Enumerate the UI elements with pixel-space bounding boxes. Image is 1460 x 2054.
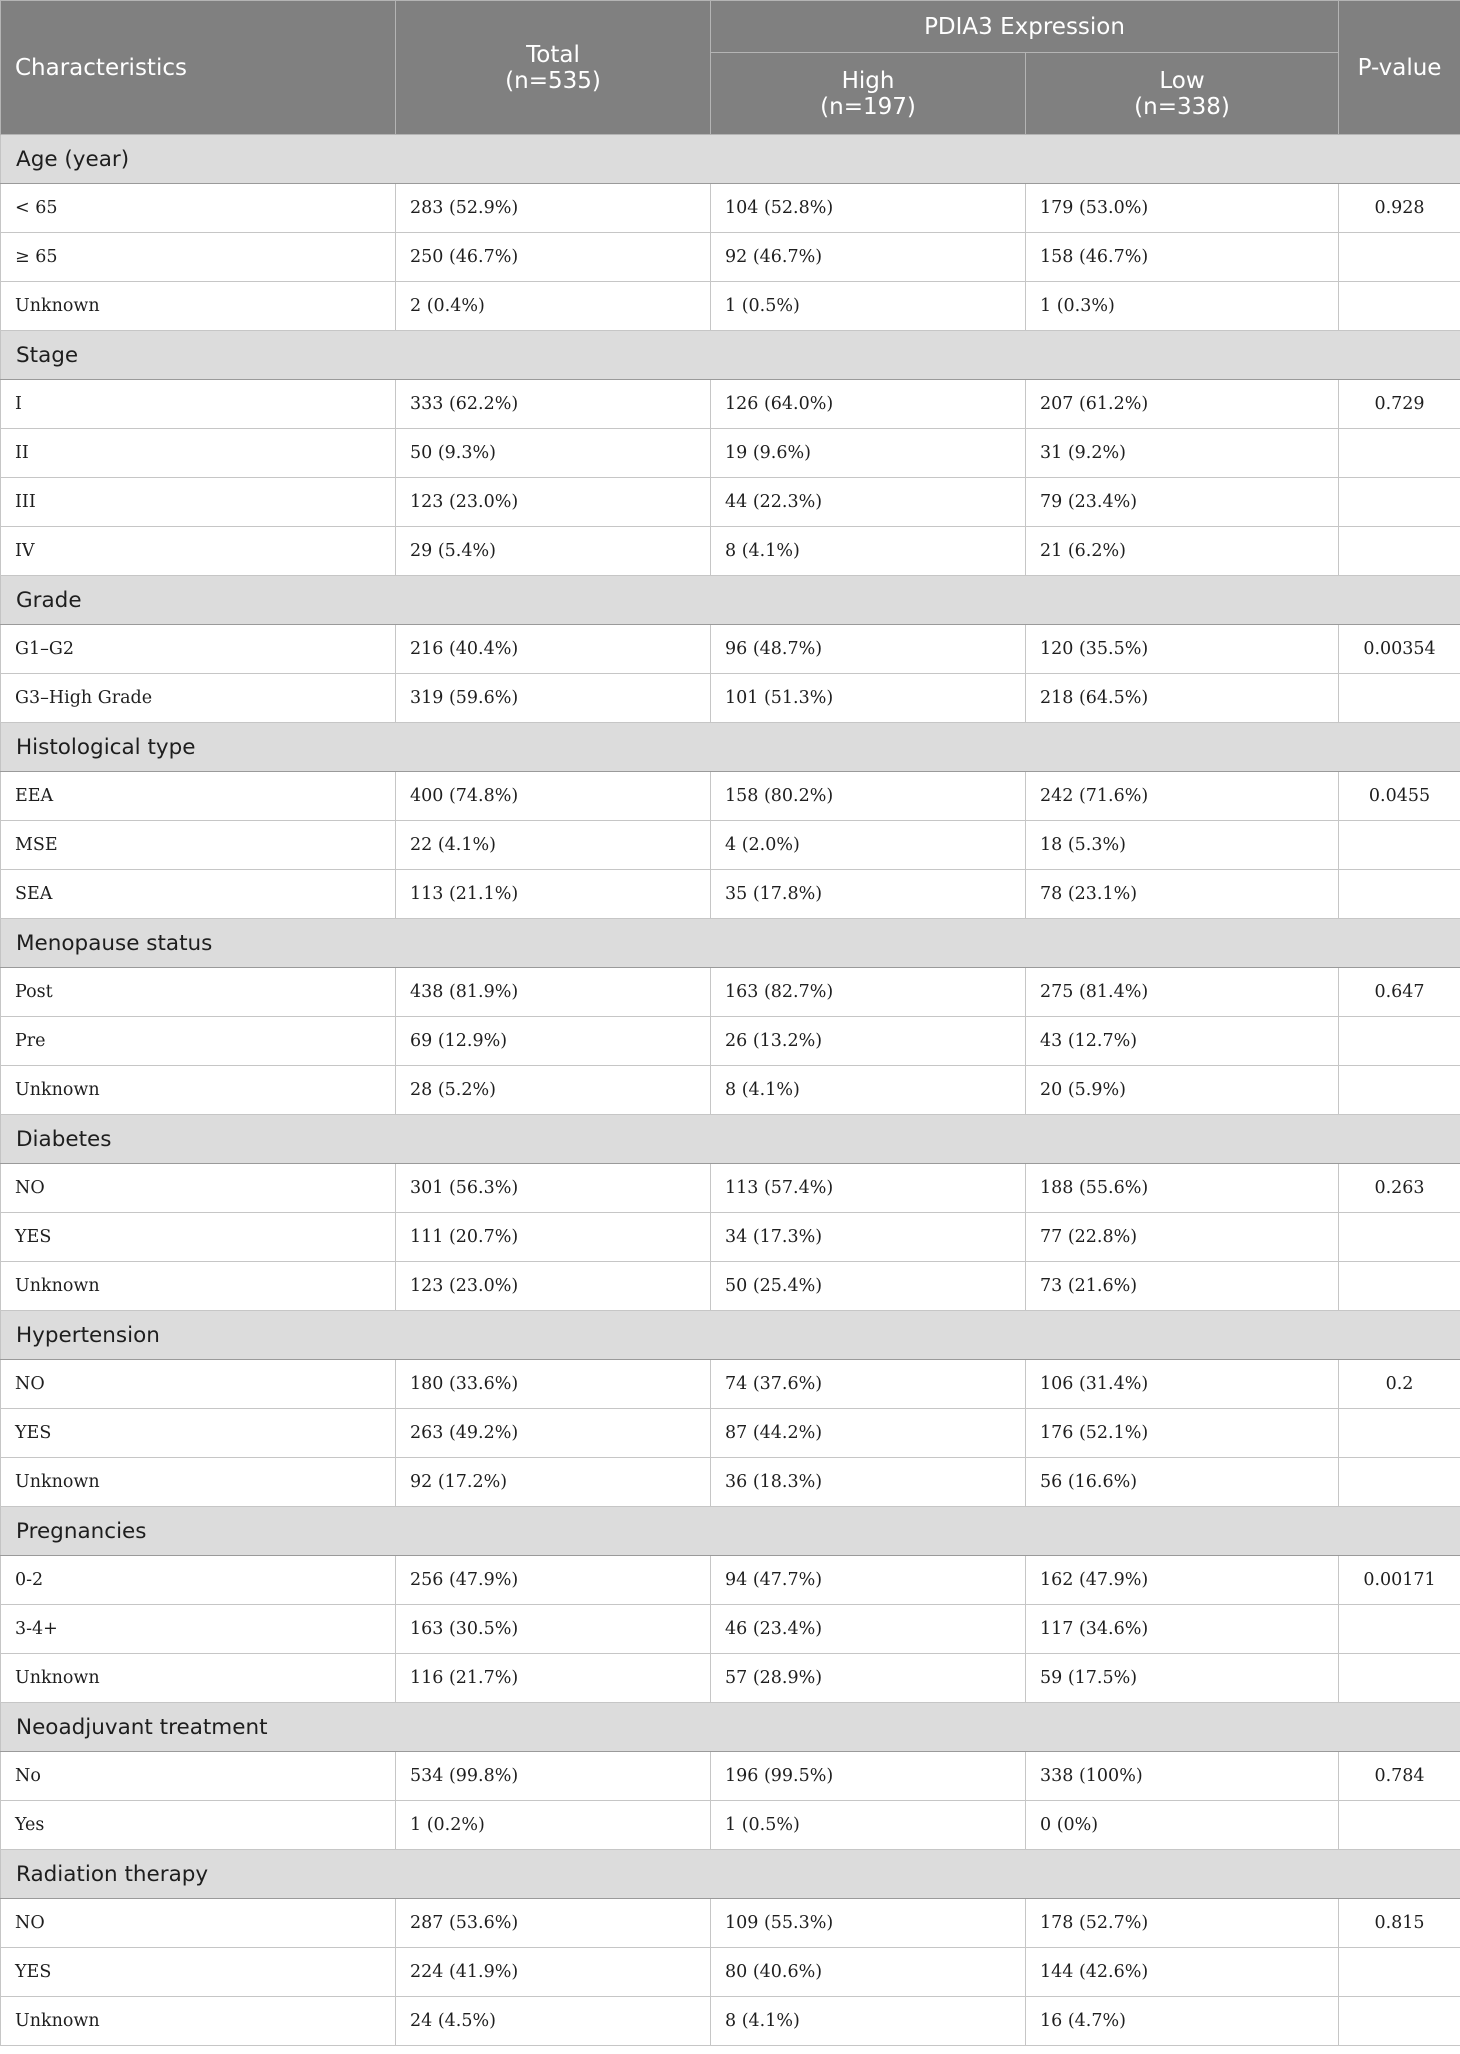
header-total: Total (n=535) [396,1,711,135]
table-row [1,1556,1460,1605]
pvalue-cell: 0.00354 [1339,625,1460,674]
table-row [1,1654,1460,1703]
pvalue-cell [1339,429,1460,478]
table-row [1,1066,1460,1115]
group-row [1,135,1460,184]
row-label: SEA [1,870,396,919]
low-cell: 158 (46.7%) [1026,233,1339,282]
pvalue-cell [1339,527,1460,576]
low-cell: 176 (52.1%) [1026,1409,1339,1458]
table-row [1,772,1460,821]
group-row [1,1507,1460,1556]
low-cell: 73 (21.6%) [1026,1262,1339,1311]
group-row [1,1703,1460,1752]
total-cell: 250 (46.7%) [396,233,711,282]
high-cell: 104 (52.8%) [711,184,1026,233]
low-cell: 1 (0.3%) [1026,282,1339,331]
group-title: Neoadjuvant treatment [1,1703,1460,1752]
row-label: G1–G2 [1,625,396,674]
pvalue-cell [1339,233,1460,282]
pvalue-cell [1339,870,1460,919]
total-cell: 263 (49.2%) [396,1409,711,1458]
row-label: YES [1,1948,396,1997]
total-cell: 400 (74.8%) [396,772,711,821]
high-cell: 196 (99.5%) [711,1752,1026,1801]
group-title: Radiation therapy [1,1850,1460,1899]
group-title: Histological type [1,723,1460,772]
pvalue-cell [1339,1262,1460,1311]
high-cell: 101 (51.3%) [711,674,1026,723]
pvalue-cell [1339,1017,1460,1066]
low-cell: 56 (16.6%) [1026,1458,1339,1507]
low-cell: 59 (17.5%) [1026,1654,1339,1703]
table-row [1,821,1460,870]
row-label: EEA [1,772,396,821]
low-cell: 21 (6.2%) [1026,527,1339,576]
row-label: Unknown [1,1458,396,1507]
row-label: Unknown [1,1997,396,2046]
pvalue-cell: 0.928 [1339,184,1460,233]
high-cell: 80 (40.6%) [711,1948,1026,1997]
total-cell: 29 (5.4%) [396,527,711,576]
table-row [1,1948,1460,1997]
table-row [1,1752,1460,1801]
high-cell: 92 (46.7%) [711,233,1026,282]
row-label: Pre [1,1017,396,1066]
total-cell: 216 (40.4%) [396,625,711,674]
high-cell: 158 (80.2%) [711,772,1026,821]
high-cell: 126 (64.0%) [711,380,1026,429]
high-cell: 44 (22.3%) [711,478,1026,527]
table-row [1,1262,1460,1311]
row-label: YES [1,1409,396,1458]
table-row [1,674,1460,723]
table-row [1,233,1460,282]
pvalue-cell [1339,282,1460,331]
table-row [1,478,1460,527]
table-row [1,625,1460,674]
group-title: Hypertension [1,1311,1460,1360]
high-cell: 36 (18.3%) [711,1458,1026,1507]
low-cell: 144 (42.6%) [1026,1948,1339,1997]
row-label: IV [1,527,396,576]
table-row [1,1458,1460,1507]
high-cell: 87 (44.2%) [711,1409,1026,1458]
total-cell: 256 (47.9%) [396,1556,711,1605]
pvalue-cell [1339,478,1460,527]
row-label: YES [1,1213,396,1262]
pvalue-cell [1339,1458,1460,1507]
group-title: Menopause status [1,919,1460,968]
low-cell: 338 (100%) [1026,1752,1339,1801]
total-cell: 116 (21.7%) [396,1654,711,1703]
group-title: Grade [1,576,1460,625]
group-row [1,331,1460,380]
high-cell: 8 (4.1%) [711,1066,1026,1115]
table-row [1,282,1460,331]
pvalue-cell: 0.729 [1339,380,1460,429]
total-cell: 111 (20.7%) [396,1213,711,1262]
row-label: NO [1,1899,396,1948]
total-cell: 180 (33.6%) [396,1360,711,1409]
row-label: Unknown [1,1066,396,1115]
high-cell: 8 (4.1%) [711,527,1026,576]
high-cell: 1 (0.5%) [711,1801,1026,1850]
total-cell: 333 (62.2%) [396,380,711,429]
low-cell: 178 (52.7%) [1026,1899,1339,1948]
low-cell: 242 (71.6%) [1026,772,1339,821]
pvalue-cell [1339,674,1460,723]
row-label: Unknown [1,282,396,331]
high-cell: 34 (17.3%) [711,1213,1026,1262]
low-cell: 106 (31.4%) [1026,1360,1339,1409]
table-row [1,968,1460,1017]
table-row [1,1899,1460,1948]
pvalue-cell: 0.815 [1339,1899,1460,1948]
pvalue-cell: 0.784 [1339,1752,1460,1801]
high-cell: 94 (47.7%) [711,1556,1026,1605]
total-cell: 283 (52.9%) [396,184,711,233]
low-cell: 20 (5.9%) [1026,1066,1339,1115]
total-cell: 50 (9.3%) [396,429,711,478]
high-cell: 163 (82.7%) [711,968,1026,1017]
total-cell: 301 (56.3%) [396,1164,711,1213]
group-row [1,723,1460,772]
high-cell: 96 (48.7%) [711,625,1026,674]
pvalue-cell: 0.2 [1339,1360,1460,1409]
group-row [1,576,1460,625]
row-label: I [1,380,396,429]
low-cell: 120 (35.5%) [1026,625,1339,674]
header-pvalue: P-value [1339,1,1460,135]
low-cell: 179 (53.0%) [1026,184,1339,233]
high-cell: 109 (55.3%) [711,1899,1026,1948]
total-cell: 534 (99.8%) [396,1752,711,1801]
table-row [1,429,1460,478]
row-label: II [1,429,396,478]
low-cell: 79 (23.4%) [1026,478,1339,527]
low-cell: 162 (47.9%) [1026,1556,1339,1605]
pvalue-cell [1339,1948,1460,1997]
high-cell: 8 (4.1%) [711,1997,1026,2046]
pvalue-cell [1339,821,1460,870]
pvalue-cell [1339,1066,1460,1115]
pvalue-cell: 0.647 [1339,968,1460,1017]
row-label: ≥ 65 [1,233,396,282]
group-row [1,919,1460,968]
row-label: No [1,1752,396,1801]
low-cell: 275 (81.4%) [1026,968,1339,1017]
pvalue-cell [1339,1213,1460,1262]
high-cell: 50 (25.4%) [711,1262,1026,1311]
group-title: Age (year) [1,135,1460,184]
high-cell: 26 (13.2%) [711,1017,1026,1066]
table-row [1,380,1460,429]
total-cell: 123 (23.0%) [396,478,711,527]
row-label: 3-4+ [1,1605,396,1654]
high-cell: 19 (9.6%) [711,429,1026,478]
low-cell: 78 (23.1%) [1026,870,1339,919]
group-title: Pregnancies [1,1507,1460,1556]
low-cell: 43 (12.7%) [1026,1017,1339,1066]
table-row [1,184,1460,233]
low-cell: 16 (4.7%) [1026,1997,1339,2046]
pvalue-cell [1339,1997,1460,2046]
high-cell: 1 (0.5%) [711,282,1026,331]
table-body [1,135,1460,2046]
group-title: Diabetes [1,1115,1460,1164]
pvalue-cell [1339,1409,1460,1458]
pvalue-cell [1339,1801,1460,1850]
group-row [1,1115,1460,1164]
table-row [1,1360,1460,1409]
row-label: < 65 [1,184,396,233]
total-cell: 163 (30.5%) [396,1605,711,1654]
row-label: Yes [1,1801,396,1850]
row-label: NO [1,1360,396,1409]
high-cell: 4 (2.0%) [711,821,1026,870]
row-label: G3–High Grade [1,674,396,723]
pvalue-cell: 0.0455 [1339,772,1460,821]
header-high: High (n=197) [711,53,1026,135]
table-row [1,1017,1460,1066]
pvalue-cell [1339,1605,1460,1654]
row-label: III [1,478,396,527]
group-row [1,1850,1460,1899]
low-cell: 117 (34.6%) [1026,1605,1339,1654]
row-label: MSE [1,821,396,870]
table-row [1,1164,1460,1213]
low-cell: 207 (61.2%) [1026,380,1339,429]
low-cell: 218 (64.5%) [1026,674,1339,723]
header-low: Low (n=338) [1026,53,1339,135]
row-label: 0-2 [1,1556,396,1605]
group-row [1,1311,1460,1360]
group-title: Stage [1,331,1460,380]
table-row [1,1213,1460,1262]
total-cell: 438 (81.9%) [396,968,711,1017]
total-cell: 1 (0.2%) [396,1801,711,1850]
total-cell: 287 (53.6%) [396,1899,711,1948]
high-cell: 46 (23.4%) [711,1605,1026,1654]
high-cell: 74 (37.6%) [711,1360,1026,1409]
row-label: NO [1,1164,396,1213]
total-cell: 123 (23.0%) [396,1262,711,1311]
total-cell: 319 (59.6%) [396,674,711,723]
low-cell: 18 (5.3%) [1026,821,1339,870]
low-cell: 188 (55.6%) [1026,1164,1339,1213]
table-row [1,1409,1460,1458]
total-cell: 28 (5.2%) [396,1066,711,1115]
high-cell: 113 (57.4%) [711,1164,1026,1213]
table-row [1,1605,1460,1654]
low-cell: 31 (9.2%) [1026,429,1339,478]
row-label: Post [1,968,396,1017]
total-cell: 22 (4.1%) [396,821,711,870]
table-row [1,527,1460,576]
total-cell: 24 (4.5%) [396,1997,711,2046]
total-cell: 113 (21.1%) [396,870,711,919]
total-cell: 92 (17.2%) [396,1458,711,1507]
table-row [1,870,1460,919]
row-label: Unknown [1,1262,396,1311]
pvalue-cell [1339,1654,1460,1703]
header-characteristics: Characteristics [1,1,396,135]
total-cell: 69 (12.9%) [396,1017,711,1066]
header-expression: PDIA3 Expression [711,1,1339,53]
high-cell: 57 (28.9%) [711,1654,1026,1703]
total-cell: 2 (0.4%) [396,282,711,331]
high-cell: 35 (17.8%) [711,870,1026,919]
table-row [1,1801,1460,1850]
table-header [1,1,1460,135]
low-cell: 77 (22.8%) [1026,1213,1339,1262]
pvalue-cell: 0.263 [1339,1164,1460,1213]
low-cell: 0 (0%) [1026,1801,1339,1850]
total-cell: 224 (41.9%) [396,1948,711,1997]
pvalue-cell: 0.00171 [1339,1556,1460,1605]
table-row [1,1997,1460,2046]
row-label: Unknown [1,1654,396,1703]
